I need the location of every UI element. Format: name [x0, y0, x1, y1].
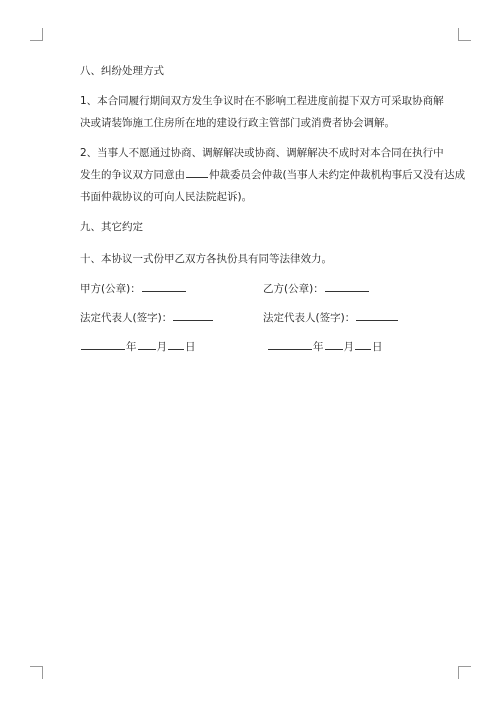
para-2-text-before-blank: 发生的争议双方同意由 [80, 169, 185, 181]
party-b-date [267, 336, 383, 358]
date-row [80, 336, 440, 358]
party-a-day-label: 日 [185, 341, 196, 353]
section-8-para-2-line-3: 书面仲裁协议的可向人民法院起诉)。 [80, 191, 253, 203]
representative-row [80, 307, 440, 329]
party-a-month-label: 月 [156, 341, 167, 353]
party-b-representative [263, 307, 399, 329]
party-a-seal-blank [142, 278, 186, 292]
section-8-title: 八、纠纷处理方式 [80, 65, 164, 77]
document-body [80, 60, 466, 365]
party-a-day-blank [168, 336, 184, 350]
para-2-text-after-blank: 仲裁委员会仲裁(当事人未约定仲裁机构事后又没有达成 [209, 169, 466, 181]
party-a-year-label: 年 [126, 341, 137, 353]
section-8-para-1-line-2: 决或请装饰施工住房所在地的建设行政主管部门或消费者协会调解。 [80, 117, 395, 129]
party-a-year-blank [81, 336, 125, 350]
party-b-month-blank [325, 336, 343, 350]
party-b-year-label: 年 [313, 341, 324, 353]
party-a-seal-label: 甲方(公章)： [80, 283, 141, 295]
party-b-rep-blank [356, 307, 398, 321]
party-a-representative [80, 307, 214, 329]
party-a-month-blank [138, 336, 156, 350]
section-10-text: 十、本协议一式份甲乙双方各执份具有同等法律效力。 [80, 253, 332, 265]
party-b-seal-label: 乙方(公章)： [263, 283, 324, 295]
crop-mark-top-left [30, 28, 43, 41]
arbitration-commission-blank [186, 164, 208, 178]
party-a-rep-label: 法定代表人(签字)： [80, 312, 173, 324]
crop-mark-bottom-left [30, 666, 43, 679]
crop-mark-top-right [458, 28, 471, 41]
party-b-seal [263, 278, 370, 300]
company-seal-row [80, 278, 440, 300]
party-b-rep-label: 法定代表人(签字)： [263, 312, 356, 324]
section-8-para-2-line-2 [80, 164, 466, 186]
section-8-para-1-line-1: 1、本合同履行期间双方发生争议时在不影响工程进度前提下双方可采取协商解 [80, 95, 444, 107]
crop-mark-bottom-right [458, 666, 471, 679]
party-b-day-blank [355, 336, 371, 350]
party-a-seal [80, 278, 187, 300]
party-a-rep-blank [173, 307, 213, 321]
party-b-day-label: 日 [372, 341, 383, 353]
section-9-title: 九、其它约定 [80, 221, 143, 233]
party-b-seal-blank [325, 278, 369, 292]
party-a-date [80, 336, 196, 358]
section-8-para-2-line-1: 2、当事人不愿通过协商、调解解决或协商、调解解决不成时对本合同在执行中 [80, 147, 444, 159]
party-b-month-label: 月 [343, 341, 354, 353]
party-b-year-blank [268, 336, 312, 350]
